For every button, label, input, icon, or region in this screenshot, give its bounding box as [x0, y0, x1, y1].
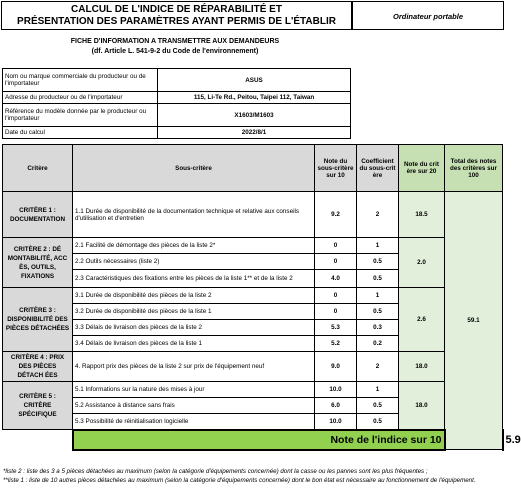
sub-critere-label: 2.3 Caractéristiques des fixations entre les pièces de la liste 1** et de la liste 2 [73, 270, 315, 288]
header-critere: Critère [3, 145, 73, 192]
sub-critere-coef: 0.5 [357, 398, 399, 414]
sub-critere-note: 10.0 [315, 414, 357, 430]
critere-5-label: CRITÈRE 5 : CRITÈRE SPÉCIFIQUE [3, 382, 73, 430]
table-row [3, 238, 503, 254]
device-type: Ordinateur portable [352, 1, 504, 30]
sub-critere-label: 3.3 Délais de livraison des pièces de la liste 2 [73, 320, 315, 336]
sub-critere-note: 4.0 [315, 270, 357, 288]
sub-critere-label: 2.2 Outils nécessaires (liste 2) [73, 254, 315, 270]
sub-critere-coef: 2 [357, 352, 399, 382]
sub-critere-coef: 0.2 [357, 336, 399, 352]
header-coef: Coefficient du sous-crit ère [357, 145, 399, 192]
sub-critere-label: 3.1 Durée de disponibilité des pièces de la liste 2 [73, 288, 315, 304]
total-score: 59.1 [445, 192, 503, 450]
info-row [3, 69, 351, 92]
header-total: Total des notes des critères sur 100 [445, 145, 503, 192]
critere-4-note: 18.0 [399, 352, 445, 382]
sub-critere-coef: 0.5 [357, 304, 399, 320]
sub-critere-label: 3.2 Durée de disponibilité des pièces de la liste 1 [73, 304, 315, 320]
document-title [1, 1, 352, 30]
sub-critere-label: 5.1 Informations sur la nature des mises à jour [73, 382, 315, 398]
fiche-line-2: (df. Article L. 541-9-2 du Code de l'environnement) [91, 48, 259, 55]
table-row [3, 352, 503, 382]
critere-1-note: 18.5 [399, 192, 445, 238]
critere-3-label: CRITÈRE 3 : DISPONIBILITÉ DES PIÈCES DÉTACHÉES [3, 288, 73, 352]
sub-critere-note: 5.2 [315, 336, 357, 352]
sub-critere-note: 10.0 [315, 382, 357, 398]
info-label: Référence du modèle donnée par le producteur ou l'importateur [3, 104, 158, 127]
table-row [3, 192, 503, 238]
sub-critere-coef: 0.5 [357, 414, 399, 430]
sub-critere-label: 3.4 Délais de livraison des pièces de la liste 1 [73, 336, 315, 352]
sub-critere-note: 0 [315, 288, 357, 304]
sub-critere-label: 2.1 Facilité de démontage des pièces de la liste 2* [73, 238, 315, 254]
sub-critere-note: 5.3 [315, 320, 357, 336]
critere-5-note: 18.0 [399, 382, 445, 430]
sub-critere-coef: 1 [357, 382, 399, 398]
fiche-line-1: FICHE D'INFORMATION A TRANSMETTRE AUX DEMANDEURS [70, 38, 280, 45]
final-score-label: Note de l'indice sur 10 [73, 430, 445, 450]
sub-critere-coef: 0.3 [357, 320, 399, 336]
info-value: X1603/M1603 [158, 104, 351, 127]
sub-critere-note: 6.0 [315, 398, 357, 414]
critere-3-note: 2.6 [399, 288, 445, 352]
table-row [3, 288, 503, 304]
info-label: Nom ou marque commerciale du producteur ou de l'importateur [3, 69, 158, 92]
sub-critere-note: 0 [315, 238, 357, 254]
blank-cell [3, 430, 73, 450]
title-line-1: CALCUL DE L'INDICE DE RÉPARABILITÉ ET [71, 3, 282, 15]
sub-critere-coef: 0.5 [357, 254, 399, 270]
info-label: Adresse du producteur ou de l'importateur [3, 92, 158, 104]
footnotes [3, 467, 503, 485]
sub-critere-note: 9.0 [315, 352, 357, 382]
footnote-1: *liste 2 : liste des 3 a 5 pièces détachées au maximum (selon la catégorie d'équipements concernée) dont la casse ou les pannes sont les plus fréquentes ; [3, 468, 428, 475]
info-label: Date du calcul [3, 127, 158, 139]
sub-critere-coef: 1 [357, 238, 399, 254]
sub-critere-note: 9.2 [315, 192, 357, 238]
sub-critere-note: 0 [315, 304, 357, 320]
sub-critere-label: 5.2 Assistance à distance sans frais [73, 398, 315, 414]
critere-1-label: CRITÈRE 1 : DOCUMENTATION [3, 192, 73, 238]
sub-critere-label: 5.3 Possibilité de réinitialisation logicielle [73, 414, 315, 430]
info-row [3, 104, 351, 127]
critere-2-note: 2.0 [399, 238, 445, 288]
producer-info-table [2, 68, 351, 139]
info-value: ASUS [158, 69, 351, 92]
sub-critere-label: 4. Rapport prix des pièces de la liste 2 sur prix de l'équipement neuf [73, 352, 315, 382]
header-note-crit: Note du crit ère sur 20 [399, 145, 445, 192]
sub-critere-note: 0 [315, 254, 357, 270]
footnote-2: **liste 1 : liste de 10 autres pièces détachées au maximum (selon la catégorie d'équipements concernée) dont le bon état est nécessaire au fonctionnement de l'équipement. [3, 477, 476, 484]
info-row [3, 92, 351, 104]
table-row [3, 382, 503, 398]
sub-critere-label: 1.1 Durée de disponibilité de la documentation technique et relative aux conseils d'utilisation et d'entretien [73, 192, 315, 238]
header-sous-critere: Sous-critère [73, 145, 315, 192]
title-line-2: PRÉSENTATION DES PARAMÈTRES AYANT PERMIS DE L'ÉTABLIR [17, 15, 336, 27]
info-row [3, 127, 351, 139]
sub-critere-coef: 2 [357, 192, 399, 238]
sub-critere-coef: 0.5 [357, 270, 399, 288]
header-note-sous: Note du sous-critère sur 10 [315, 145, 357, 192]
critere-4-label: CRITÈRE 4 : PRIX DES PIÈCES DÉTACH ÉES [3, 352, 73, 382]
fiche-heading [0, 37, 350, 57]
final-score-row: Note de l'indice sur 10 5.9 [3, 430, 503, 450]
sub-critere-coef: 1 [357, 288, 399, 304]
critere-2-label: CRITÈRE 2 : DÉ MONTABILITÉ, ACC ÈS, OUTILS, FIXATIONS [3, 238, 73, 288]
table-header-row [3, 145, 503, 192]
info-value: 2022/8/1 [158, 127, 351, 139]
repairability-table [2, 144, 521, 451]
info-value: 115, Li-Te Rd., Peitou, Taipei 112, Taiwan [158, 92, 351, 104]
